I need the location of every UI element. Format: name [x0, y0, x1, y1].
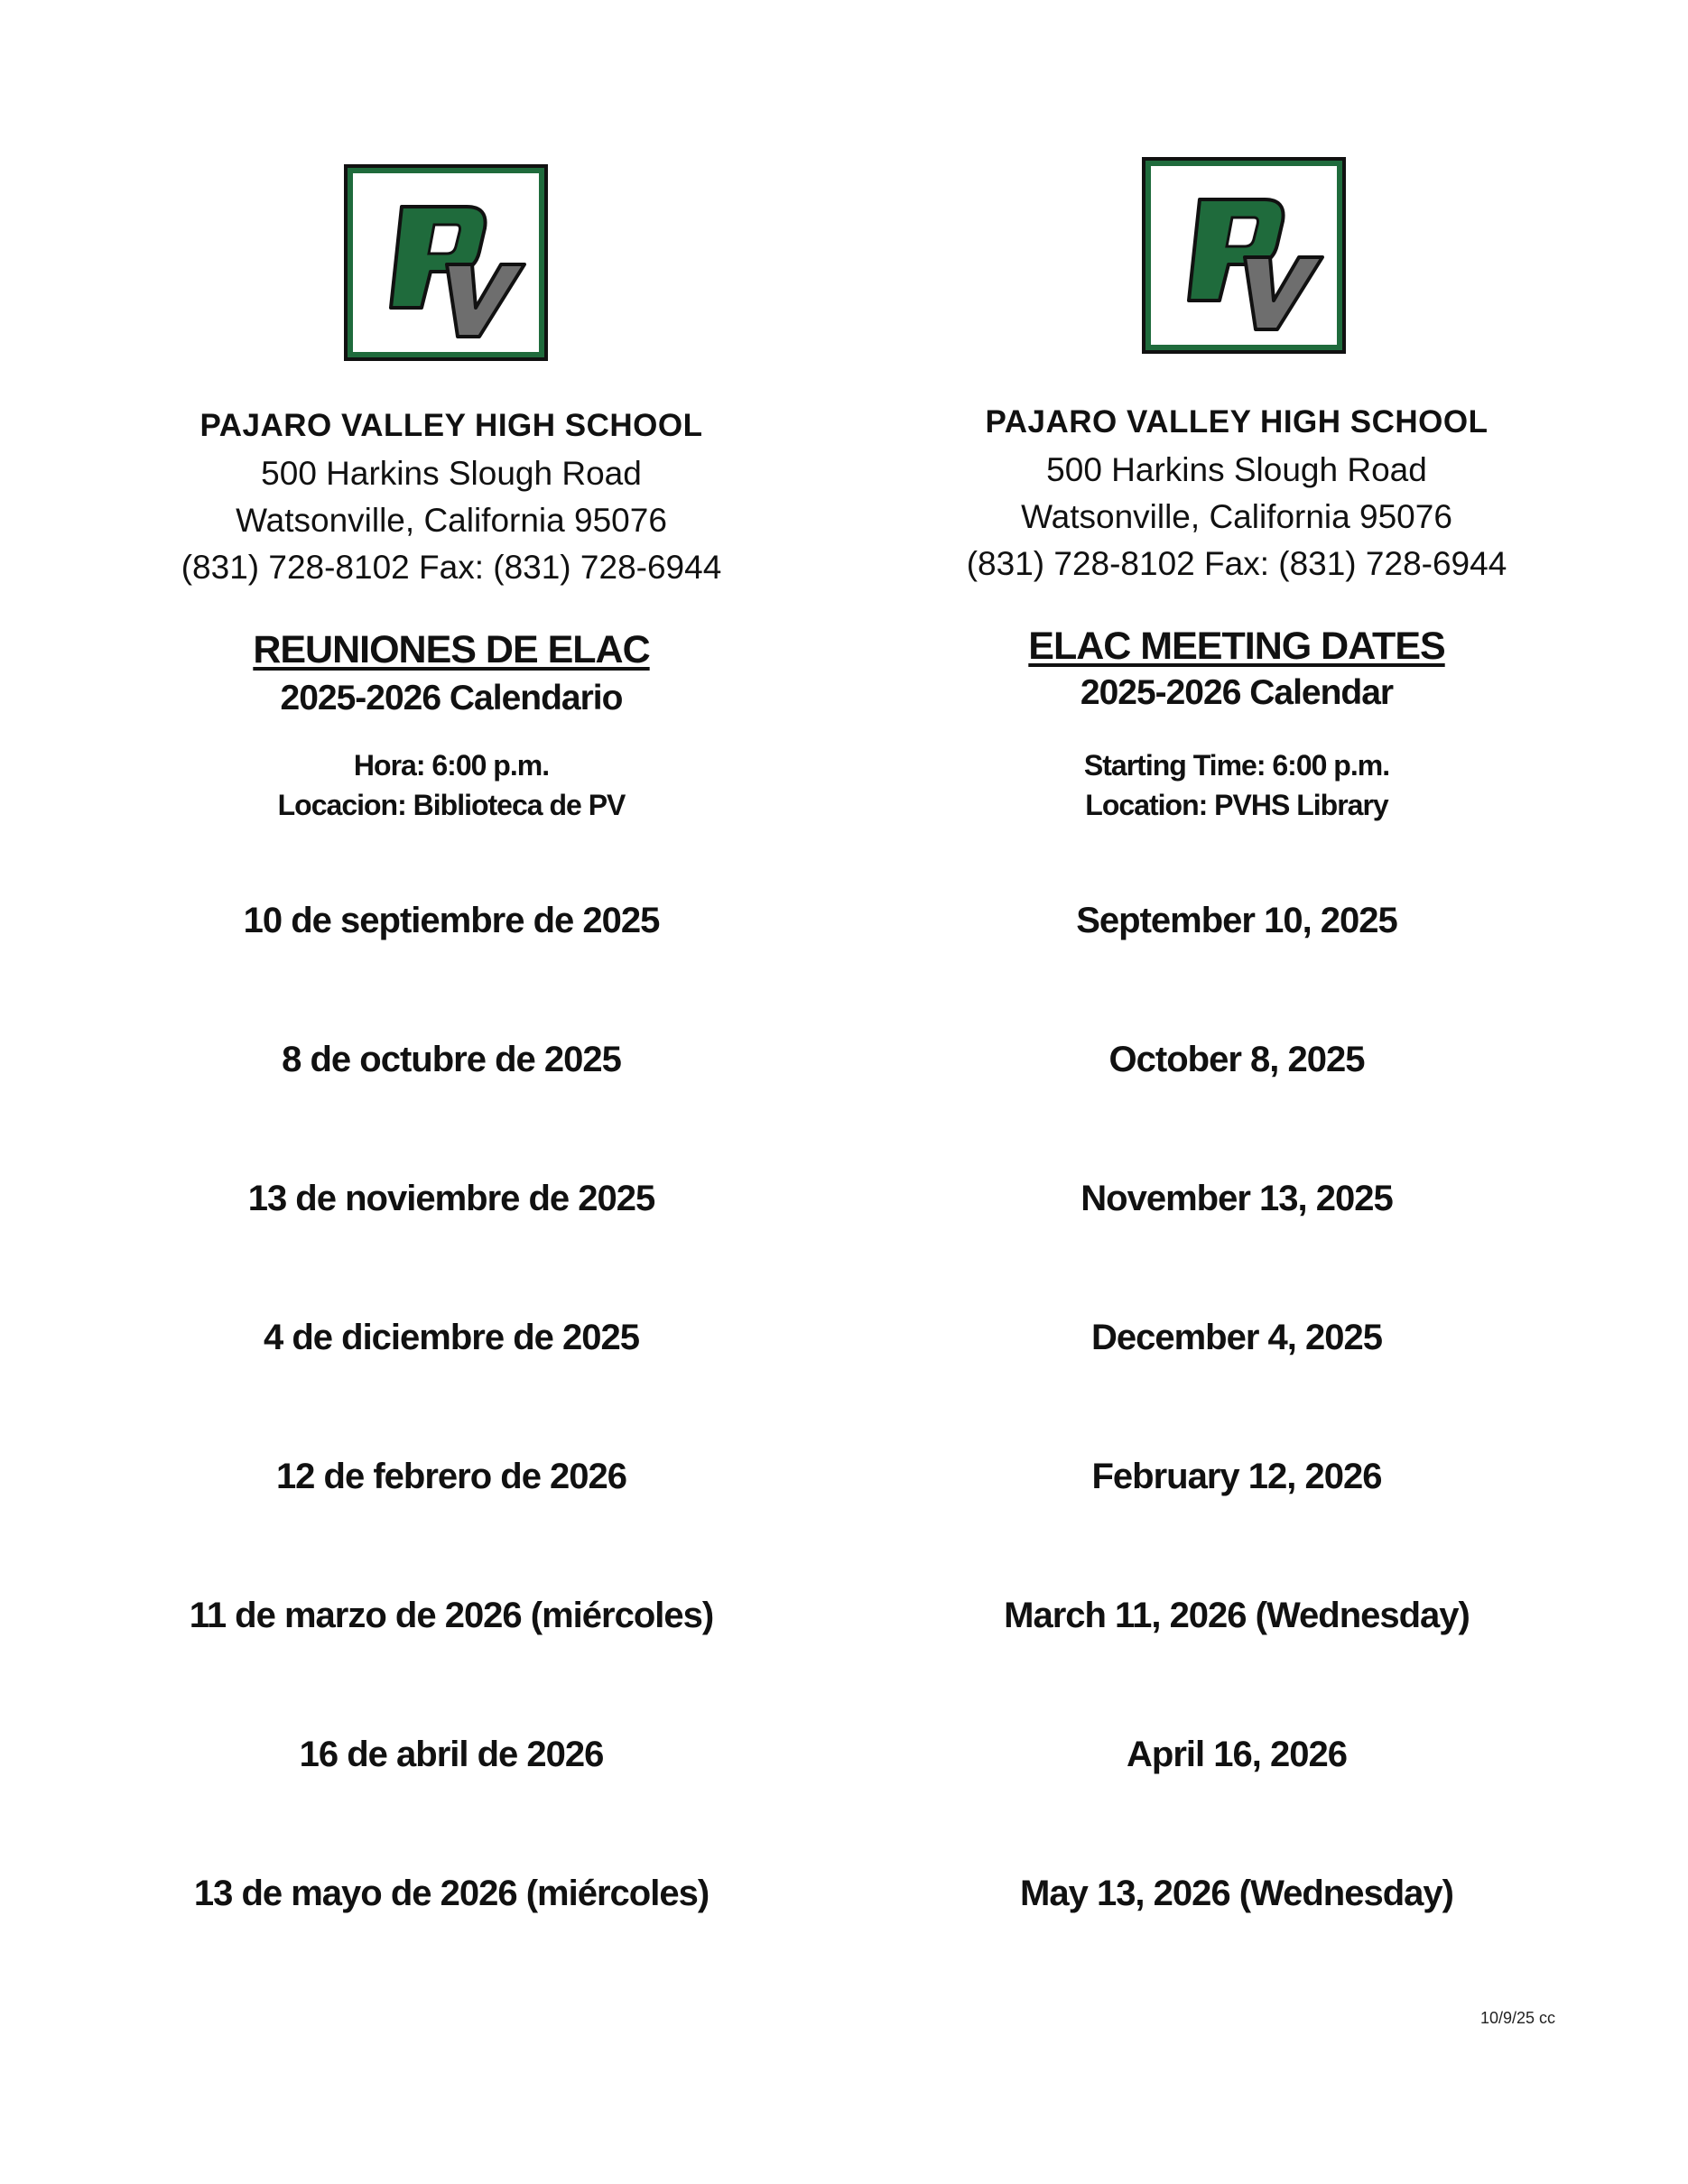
meeting-date: 8 de octubre de 2025 [282, 1040, 621, 1079]
address-city: Watsonville, California 95076 [1021, 498, 1452, 535]
meeting-date: 13 de noviembre de 2025 [247, 1179, 655, 1218]
meeting-date: March 11, 2026 (Wednesday) [1004, 1596, 1470, 1635]
meeting-date: April 16, 2026 [1127, 1735, 1347, 1774]
calendar-subtitle: 2025-2026 Calendar [1080, 673, 1394, 712]
meeting-time: Starting Time: 6:00 p.m. [1083, 749, 1390, 782]
pv-school-logo-icon [344, 164, 548, 361]
school-name: PAJARO VALLEY HIGH SCHOOL [985, 404, 1489, 440]
address-city: Watsonville, California 95076 [236, 502, 667, 539]
page-title: REUNIONES DE ELAC [253, 628, 650, 671]
meeting-time: Hora: 6:00 p.m. [353, 749, 550, 782]
pv-school-logo-icon [1142, 157, 1346, 354]
meeting-date: May 13, 2026 (Wednesday) [1020, 1874, 1453, 1913]
meeting-date: 13 de mayo de 2026 (miércoles) [193, 1874, 710, 1913]
page-title: ELAC MEETING DATES [1028, 625, 1445, 668]
pv-logo-graphic [1158, 174, 1330, 337]
phone-fax: (831) 728-8102 Fax: (831) 728-6944 [966, 545, 1507, 582]
meeting-date: December 4, 2025 [1090, 1318, 1382, 1357]
meeting-date: 4 de diciembre de 2025 [263, 1318, 639, 1357]
school-name: PAJARO VALLEY HIGH SCHOOL [199, 408, 703, 443]
meeting-date: October 8, 2025 [1108, 1040, 1365, 1079]
meeting-date: 16 de abril de 2026 [299, 1735, 604, 1774]
address-street: 500 Harkins Slough Road [1046, 451, 1427, 488]
meeting-date: 11 de marzo de 2026 (miércoles) [189, 1596, 714, 1635]
revision-note: 10/9/25 cc [1480, 2009, 1556, 2027]
meeting-location: Locacion: Biblioteca de PV [277, 789, 626, 821]
pv-logo-graphic [360, 181, 532, 344]
meeting-location: Location: PVHS Library [1085, 789, 1388, 821]
meeting-date: 10 de septiembre de 2025 [243, 901, 660, 940]
meeting-date: September 10, 2025 [1076, 901, 1397, 940]
meeting-date: 12 de febrero de 2026 [275, 1457, 627, 1496]
address-street: 500 Harkins Slough Road [261, 455, 642, 492]
phone-fax: (831) 728-8102 Fax: (831) 728-6944 [181, 549, 722, 586]
meeting-date: November 13, 2025 [1081, 1179, 1393, 1218]
calendar-subtitle: 2025-2026 Calendario [280, 679, 623, 717]
meeting-date: February 12, 2026 [1091, 1457, 1382, 1496]
